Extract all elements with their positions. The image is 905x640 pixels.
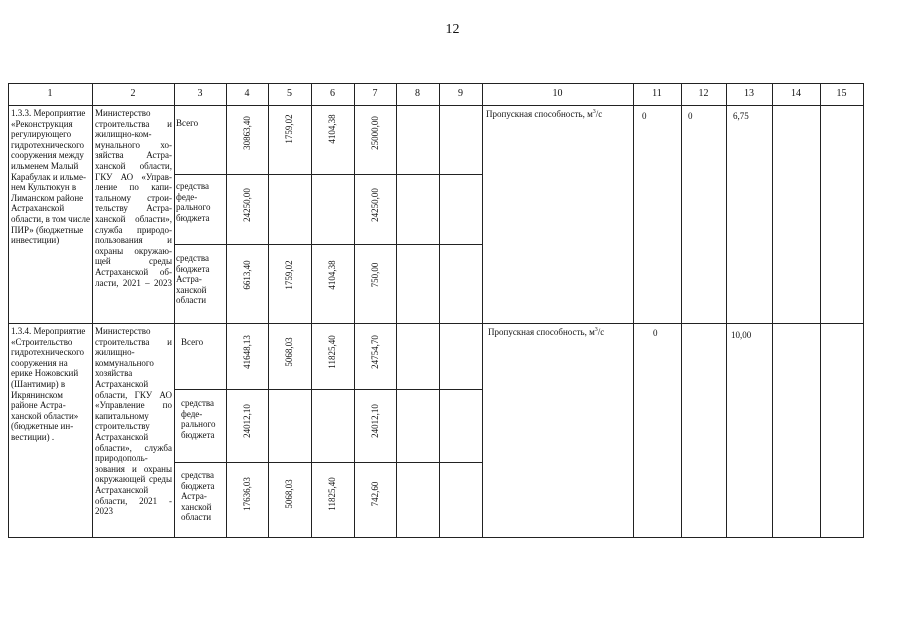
table-bottom-border (8, 537, 864, 538)
header-col-11: 11 (652, 88, 662, 99)
indicator-unit: /с (595, 109, 603, 119)
source-label: средства бюджета Астраханской области (181, 470, 215, 523)
indicator-superscript: 3 (594, 327, 598, 333)
amount-col6: 11825,40 (327, 477, 337, 511)
value-col11: 0 (653, 328, 658, 338)
col-border (92, 83, 93, 538)
col-border (268, 83, 269, 538)
col-border (396, 83, 397, 538)
amount-col7: 24012,10 (370, 404, 380, 438)
amount-col5: 1759,02 (284, 260, 294, 290)
col-border (354, 83, 355, 538)
measure-cell: 1.3.4. Мероприятие «Строительство гидротехнического сооружения на ерике Ножовский (Шантимир) в Икрянинском районе Астраханской области» (бюджетные инвестиции) . (11, 326, 86, 442)
header-col-14: 14 (791, 88, 801, 99)
source-label: Всего (176, 118, 199, 128)
header-col-6: 6 (330, 88, 335, 99)
value-col13: 10,00 (731, 330, 752, 340)
header-col-13: 13 (744, 88, 754, 99)
amount-col7: 24754,70 (370, 335, 380, 369)
source-label: средства федерального бюджета (176, 181, 211, 223)
value-col13: 6,75 (733, 111, 749, 121)
col-border (820, 83, 821, 538)
amount-col6: 4104,38 (327, 114, 337, 144)
executor-cell: Министерство строительства и жилищно-коммунального хозяйства Астраханской области, ГКУ АО «Управление по капитальному строительству Астраханской области», служба природопользования и охраны окружающей среды Астраханской области, 2021 – 2023 (95, 108, 172, 288)
amount-col7: 25000,00 (370, 116, 380, 150)
page-number: 12 (445, 22, 460, 37)
row-divider (8, 323, 864, 324)
col-border (726, 83, 727, 538)
indicator-label: Пропускная способность, м (486, 109, 593, 119)
source-label: Всего (181, 337, 204, 347)
col-border (482, 83, 483, 538)
header-col-9: 9 (458, 88, 463, 99)
header-col-8: 8 (415, 88, 420, 99)
indicator-text (488, 327, 604, 337)
header-col-7: 7 (372, 88, 378, 99)
amount-col7: 24250,00 (370, 188, 380, 222)
col-border (863, 83, 864, 538)
amount-col7: 742,60 (370, 481, 380, 507)
indicator-unit: /с (597, 327, 605, 337)
header-col-3: 3 (197, 88, 203, 99)
header-bottom-border (8, 105, 864, 106)
amount-col5: 5068,03 (284, 337, 294, 367)
executor-cell: Министерство строительства и жилищно-коммунального хозяйства Астраханской области, ГКУ АО «Управление по капитальному строительству Астраханской области», служба природопользования и охраны окружающей среды Астраханской области, 2021 - 2023 (95, 326, 172, 517)
indicator-superscript: 3 (592, 109, 596, 115)
header-col-10: 10 (552, 88, 563, 99)
amount-col4: 41648,13 (242, 335, 252, 369)
col-border (681, 83, 682, 538)
header-col-2: 2 (130, 88, 136, 99)
col-border (311, 83, 312, 538)
amount-col4: 24012,10 (242, 404, 252, 438)
col-border (633, 83, 634, 538)
value-col11: 0 (642, 111, 647, 121)
header-col-1: 1 (47, 88, 53, 99)
source-label: средства федерального бюджета (181, 398, 216, 440)
amount-col4: 17636,03 (242, 477, 252, 511)
header-col-12: 12 (698, 88, 709, 99)
indicator-label: Пропускная способность, м (488, 327, 595, 337)
header-col-4: 4 (244, 88, 250, 99)
source-label: средства бюджета Астраханской области (176, 253, 210, 306)
measure-cell: 1.3.3. Мероприятие «Реконструкция регулирующего гидротехнического сооружения между ильменем Малый Карабулак и ильменем Культюкун в Лиманском районе Астраханской области, в том числе ПИР» (бюджетные инвестиции) (11, 108, 90, 246)
indicator-text (486, 109, 602, 119)
amount-col4: 30863,40 (242, 116, 252, 150)
subrow-divider (174, 174, 483, 175)
amount-col6: 4104,38 (327, 260, 337, 290)
col-border (439, 83, 440, 538)
amount-col5: 5068,03 (284, 479, 294, 509)
header-col-15: 15 (836, 88, 847, 99)
amount-col6: 11825,40 (327, 335, 337, 369)
header-col-5: 5 (287, 88, 292, 99)
amount-col4: 24250,00 (242, 188, 252, 222)
amount-col4: 6613,40 (242, 260, 252, 290)
amount-col7: 750,00 (370, 262, 380, 288)
col-border (772, 83, 773, 538)
col-border (174, 83, 175, 538)
col-border (226, 83, 227, 538)
value-col12: 0 (688, 111, 693, 121)
col-border (8, 83, 9, 538)
amount-col5: 1759,02 (284, 114, 294, 144)
